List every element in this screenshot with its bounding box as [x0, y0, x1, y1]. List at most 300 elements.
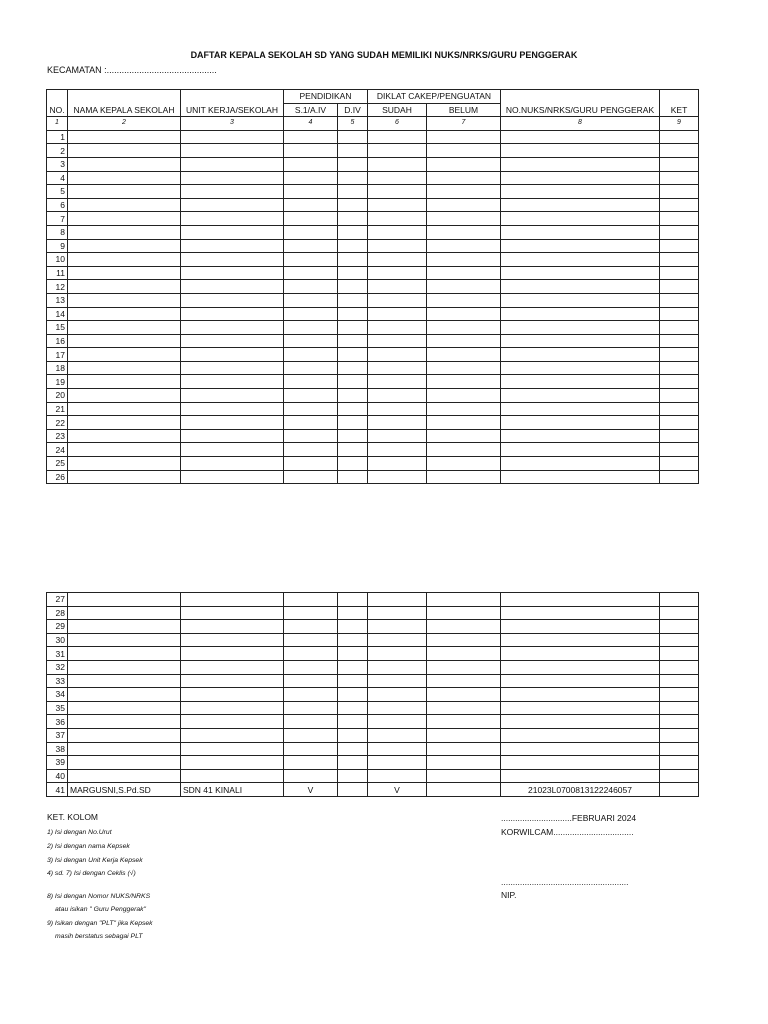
table-cell: [181, 660, 284, 674]
table-cell: [501, 280, 660, 294]
table-cell: [427, 429, 501, 443]
table-cell: [427, 144, 501, 158]
table-cell: [68, 389, 181, 403]
table-cell: [660, 443, 699, 457]
table-cell: [338, 321, 368, 335]
row-number: 6: [47, 198, 68, 212]
table-cell: [181, 239, 284, 253]
row-number: 37: [47, 728, 68, 742]
table-cell: [660, 620, 699, 634]
row-number: 15: [47, 321, 68, 335]
table-cell: [501, 334, 660, 348]
table-cell: [501, 416, 660, 430]
header-s1: S.1/A.IV: [284, 103, 338, 117]
table-cell: [284, 225, 338, 239]
table-cell: [181, 593, 284, 607]
table-cell: [181, 457, 284, 471]
row-number: 11: [47, 266, 68, 280]
table-cell: [284, 728, 338, 742]
table-cell: [68, 457, 181, 471]
table-cell: [338, 389, 368, 403]
table-cell: [338, 402, 368, 416]
table-cell: [68, 593, 181, 607]
table-cell: [284, 620, 338, 634]
table-cell: [284, 457, 338, 471]
table-cell: [284, 198, 338, 212]
row-number: 26: [47, 470, 68, 484]
table-cell: [338, 361, 368, 375]
row-number: 38: [47, 742, 68, 756]
table-cell: [501, 457, 660, 471]
table-cell: [284, 674, 338, 688]
table-cell: [368, 701, 427, 715]
table-cell: [427, 212, 501, 226]
d4-check: [338, 783, 368, 797]
note-1: 1) Isi dengan No.Urut: [47, 829, 112, 836]
table-row: [47, 715, 699, 729]
table-cell: [338, 171, 368, 185]
table-cell: [427, 157, 501, 171]
table-cell: [368, 375, 427, 389]
table-cell: [284, 307, 338, 321]
table-cell: [181, 293, 284, 307]
table-cell: [368, 647, 427, 661]
kepsek-name: MARGUSNI,S.Pd.SD: [68, 783, 181, 797]
table-cell: [368, 171, 427, 185]
table-cell: [68, 742, 181, 756]
table-row: [47, 470, 699, 484]
row-number: 19: [47, 375, 68, 389]
table-cell: [368, 429, 427, 443]
table-cell: [501, 701, 660, 715]
table-cell: [368, 212, 427, 226]
belum-check: [427, 783, 501, 797]
table-cell: [501, 389, 660, 403]
table-cell: [427, 185, 501, 199]
table-cell: [368, 674, 427, 688]
nuks-number: 21023L0700813122246057: [501, 783, 660, 797]
row-number: 12: [47, 280, 68, 294]
table-cell: [338, 266, 368, 280]
row-number: 4: [47, 171, 68, 185]
table-cell: [338, 212, 368, 226]
table-cell: [284, 429, 338, 443]
s1-check: V: [284, 783, 338, 797]
table-cell: [68, 144, 181, 158]
table-cell: [68, 660, 181, 674]
table-cell: [284, 334, 338, 348]
table-cell: [501, 293, 660, 307]
table-cell: [181, 171, 284, 185]
table-cell: [501, 688, 660, 702]
row-number: 25: [47, 457, 68, 471]
row-number: 21: [47, 402, 68, 416]
row-number: 35: [47, 701, 68, 715]
table-cell: [284, 416, 338, 430]
table-cell: [338, 633, 368, 647]
table-cell: [338, 457, 368, 471]
table-cell: [660, 253, 699, 267]
table-row: [47, 769, 699, 783]
row-number: 23: [47, 429, 68, 443]
table-cell: [368, 402, 427, 416]
row-number: 14: [47, 307, 68, 321]
table-cell: [427, 756, 501, 770]
table-row: [47, 660, 699, 674]
table-cell: [368, 633, 427, 647]
table-cell: [181, 470, 284, 484]
table-cell: [284, 660, 338, 674]
table-cell: [660, 171, 699, 185]
table-cell: [368, 185, 427, 199]
table-cell: [284, 389, 338, 403]
continuation-table: [46, 592, 699, 797]
header-belum: BELUM: [427, 103, 501, 117]
table-cell: [338, 348, 368, 362]
header-no: NO.: [47, 103, 68, 117]
table-cell: [68, 225, 181, 239]
row-number: 40: [47, 769, 68, 783]
row-number: 39: [47, 756, 68, 770]
table-cell: [284, 157, 338, 171]
table-cell: [660, 715, 699, 729]
table-row: [47, 321, 699, 335]
table-cell: [501, 157, 660, 171]
table-cell: [660, 429, 699, 443]
signature-line: ......................................................: [501, 877, 629, 887]
row-number: 5: [47, 185, 68, 199]
row-number: 2: [47, 144, 68, 158]
table-cell: [181, 361, 284, 375]
table-cell: [68, 620, 181, 634]
table-cell: [427, 457, 501, 471]
table-cell: [660, 416, 699, 430]
table-row: [47, 225, 699, 239]
table-row: [47, 756, 699, 770]
header-unit: UNIT KERJA/SEKOLAH: [181, 103, 284, 117]
col-number: 8: [501, 117, 660, 131]
table-cell: [68, 728, 181, 742]
table-cell: [68, 171, 181, 185]
table-cell: [368, 280, 427, 294]
row-number: 33: [47, 674, 68, 688]
table-cell: [181, 334, 284, 348]
row-number: 18: [47, 361, 68, 375]
table-cell: [181, 416, 284, 430]
table-cell: [68, 606, 181, 620]
table-row: [47, 130, 699, 144]
table-cell: [427, 769, 501, 783]
table-cell: [427, 293, 501, 307]
table-cell: [427, 280, 501, 294]
table-cell: [368, 307, 427, 321]
table-cell: [660, 307, 699, 321]
table-cell: [181, 212, 284, 226]
row-number: 3: [47, 157, 68, 171]
table-cell: [181, 715, 284, 729]
table-cell: [501, 593, 660, 607]
table-cell: [181, 620, 284, 634]
table-cell: [338, 593, 368, 607]
header-diklat: DIKLAT CAKEP/PENGUATAN: [368, 90, 501, 104]
table-cell: [68, 348, 181, 362]
table-cell: [68, 157, 181, 171]
header-row-bottom: [47, 103, 699, 117]
table-cell: [181, 253, 284, 267]
table-cell: [501, 674, 660, 688]
table-cell: [427, 688, 501, 702]
row-number: 41: [47, 783, 68, 797]
table-cell: [660, 728, 699, 742]
table-cell: [68, 688, 181, 702]
col-number: 7: [427, 117, 501, 131]
table-cell: [427, 361, 501, 375]
header-nama: NAMA KEPALA SEKOLAH: [68, 103, 181, 117]
table-row: [47, 429, 699, 443]
table-cell: [181, 185, 284, 199]
document-title: DAFTAR KEPALA SEKOLAH SD YANG SUDAH MEMILIKI NUKS/NRKS/GURU PENGGERAK: [190, 50, 578, 60]
col-number: 3: [181, 117, 284, 131]
table-cell: [501, 212, 660, 226]
table-cell: [181, 389, 284, 403]
table-cell: [427, 266, 501, 280]
table-cell: [338, 416, 368, 430]
table-cell: [501, 606, 660, 620]
table-cell: [501, 402, 660, 416]
table-cell: [501, 307, 660, 321]
row-number: 22: [47, 416, 68, 430]
table-cell: [368, 321, 427, 335]
table-cell: [284, 742, 338, 756]
table-cell: [338, 375, 368, 389]
table-cell: [338, 647, 368, 661]
table-cell: [501, 130, 660, 144]
table-cell: [284, 212, 338, 226]
header-row-top: [47, 90, 699, 104]
table-cell: [427, 660, 501, 674]
table-cell: [338, 157, 368, 171]
table-cell: [284, 402, 338, 416]
kecamatan-label: KECAMATAN :............................................: [47, 65, 217, 75]
table-cell: [181, 157, 284, 171]
table-cell: [660, 334, 699, 348]
note-9-cont: masih berstatus sebagai PLT: [55, 933, 143, 940]
table-cell: [284, 293, 338, 307]
table-row: [47, 307, 699, 321]
table-cell: [427, 225, 501, 239]
table-cell: [368, 144, 427, 158]
table-cell: [660, 606, 699, 620]
table-cell: [338, 198, 368, 212]
table-cell: [660, 266, 699, 280]
table-cell: [427, 171, 501, 185]
table-cell: [68, 185, 181, 199]
note-2: 2) Isi dengan nama Kepsek: [47, 843, 130, 850]
table-cell: [284, 769, 338, 783]
table-cell: [427, 593, 501, 607]
sudah-check: V: [368, 783, 427, 797]
table-row: [47, 701, 699, 715]
table-cell: [660, 701, 699, 715]
signature-date: ..............................FEBRUARI 2024: [501, 813, 637, 823]
table-cell: [501, 742, 660, 756]
table-cell: [501, 647, 660, 661]
table-cell: [338, 742, 368, 756]
table-cell: [501, 756, 660, 770]
table-cell: [284, 443, 338, 457]
header-nuks: NO.NUKS/NRKS/GURU PENGGERAK: [501, 103, 660, 117]
table-cell: [284, 144, 338, 158]
table-cell: [181, 225, 284, 239]
header-pendidikan: PENDIDIKAN: [284, 90, 368, 104]
table-cell: [284, 688, 338, 702]
table-cell: [284, 701, 338, 715]
table-cell: [338, 253, 368, 267]
note-3: 3) Isi dengan Unit Kerja Kepsek: [47, 857, 143, 864]
table-row: [47, 674, 699, 688]
table-cell: [660, 402, 699, 416]
table-cell: [284, 130, 338, 144]
table-cell: [660, 225, 699, 239]
ket-kolom-label: KET. KOLOM: [47, 812, 99, 822]
table-cell: [501, 443, 660, 457]
table-cell: [660, 361, 699, 375]
table-cell: [181, 144, 284, 158]
table-cell: [68, 266, 181, 280]
table-cell: [368, 688, 427, 702]
table-cell: [427, 715, 501, 729]
table-cell: [427, 443, 501, 457]
table-cell: [338, 470, 368, 484]
table-cell: [68, 647, 181, 661]
table-cell: [68, 402, 181, 416]
table-cell: [660, 593, 699, 607]
table-cell: [68, 674, 181, 688]
table-cell: [284, 321, 338, 335]
table-row: [47, 157, 699, 171]
table-cell: [181, 443, 284, 457]
header-sudah: SUDAH: [368, 103, 427, 117]
table-cell: [181, 280, 284, 294]
table-cell: [68, 361, 181, 375]
row-number: 7: [47, 212, 68, 226]
table-cell: [68, 633, 181, 647]
col-number: 6: [368, 117, 427, 131]
table-cell: [368, 239, 427, 253]
table-row: [47, 633, 699, 647]
table-cell: [68, 334, 181, 348]
table-cell: [501, 253, 660, 267]
table-cell: [68, 198, 181, 212]
table-cell: [427, 130, 501, 144]
table-cell: [338, 225, 368, 239]
table-cell: [501, 239, 660, 253]
table-cell: [284, 606, 338, 620]
table-cell: [660, 212, 699, 226]
table-cell: [660, 674, 699, 688]
col-number: 4: [284, 117, 338, 131]
table-row: [47, 620, 699, 634]
table-cell: [68, 715, 181, 729]
table-row: [47, 198, 699, 212]
table-cell: [68, 701, 181, 715]
table-cell: [501, 633, 660, 647]
row-number: 29: [47, 620, 68, 634]
table-cell: [427, 402, 501, 416]
table-cell: [338, 334, 368, 348]
table-cell: [427, 470, 501, 484]
header-ket: KET: [660, 103, 699, 117]
table-row: [47, 144, 699, 158]
table-cell: [181, 198, 284, 212]
table-cell: [501, 429, 660, 443]
table-cell: [68, 756, 181, 770]
table-cell: [368, 348, 427, 362]
table-cell: [501, 348, 660, 362]
table-cell: [181, 321, 284, 335]
row-number: 31: [47, 647, 68, 661]
table-cell: [338, 185, 368, 199]
table-cell: [181, 742, 284, 756]
table-cell: [68, 769, 181, 783]
ket-value: [660, 783, 699, 797]
table-row: [47, 443, 699, 457]
row-number: 8: [47, 225, 68, 239]
table-cell: [501, 769, 660, 783]
table-cell: [427, 701, 501, 715]
table-cell: [501, 225, 660, 239]
col-number: 1: [47, 117, 68, 131]
table-cell: [427, 198, 501, 212]
table-cell: [338, 144, 368, 158]
table-cell: [284, 633, 338, 647]
table-cell: [181, 756, 284, 770]
table-cell: [427, 375, 501, 389]
row-number: 20: [47, 389, 68, 403]
table-cell: [284, 253, 338, 267]
table-cell: [660, 293, 699, 307]
table-row: [47, 334, 699, 348]
table-cell: [284, 266, 338, 280]
table-cell: [68, 253, 181, 267]
col-number: 9: [660, 117, 699, 131]
header-d4: D.IV: [338, 103, 368, 117]
table-cell: [660, 660, 699, 674]
row-number: 13: [47, 293, 68, 307]
table-row: [47, 361, 699, 375]
table-cell: [501, 470, 660, 484]
table-cell: [181, 688, 284, 702]
table-row: [47, 593, 699, 607]
col-number: 2: [68, 117, 181, 131]
table-cell: [181, 647, 284, 661]
table-cell: [427, 620, 501, 634]
table-cell: [68, 470, 181, 484]
table-cell: [181, 375, 284, 389]
table-row: [47, 742, 699, 756]
row-number: 32: [47, 660, 68, 674]
table-cell: [368, 157, 427, 171]
table-cell: [338, 620, 368, 634]
table-cell: [368, 715, 427, 729]
table-cell: [284, 171, 338, 185]
table-cell: [660, 157, 699, 171]
column-number-row: [47, 117, 699, 131]
table-row: [47, 375, 699, 389]
table-row: [47, 783, 699, 797]
note-4: 4) sd. 7) Isi dengan Ceklis (√): [47, 870, 136, 877]
table-cell: [427, 253, 501, 267]
